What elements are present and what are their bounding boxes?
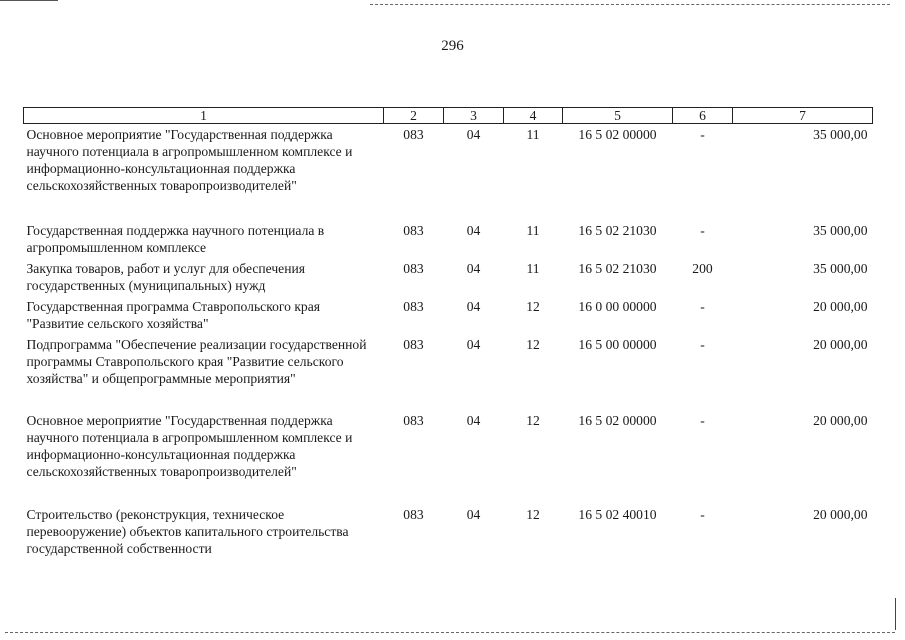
row-rz: 04: [466, 337, 481, 352]
row-name: Государственная поддержка научного потенциала в агропромышленном комплексе: [26, 223, 325, 255]
table-header-row: [24, 108, 873, 124]
row-pr: 11: [526, 223, 540, 238]
row-rz: 04: [466, 299, 481, 314]
table-row: [24, 298, 873, 336]
table-row: [24, 260, 873, 298]
row-rz: 04: [466, 223, 481, 238]
scan-edge-right-mark: [895, 598, 896, 630]
row-name: Основное мероприятие "Государственная поддержка научного потенциала в агропромышленном комплексе и информационно-консультационная поддержка сельскохозяйственных товаропроизводителей": [26, 413, 353, 479]
row-ved: 083: [403, 223, 424, 238]
row-name: Строительство (реконструкция, техническое перевооружение) объектов капитального строительства государственной собственности: [26, 507, 349, 556]
row-pr: 11: [526, 261, 540, 276]
row-ved: 083: [403, 261, 424, 276]
row-ved: 083: [403, 413, 424, 428]
row-sum: 35 000,00: [813, 127, 868, 142]
row-csr: 16 5 02 40010: [578, 507, 657, 522]
scan-edge-top-left: [0, 0, 58, 1]
row-ved: 083: [403, 299, 424, 314]
row-name: Закупка товаров, работ и услуг для обеспечения государственных (муниципальных) нужд: [26, 261, 305, 293]
row-sum: 20 000,00: [813, 337, 868, 352]
row-vr: -: [700, 299, 705, 314]
header-col-6: 6: [673, 108, 733, 124]
header-col-4: 4: [504, 108, 563, 124]
row-vr: 200: [692, 261, 713, 276]
row-csr: 16 5 02 21030: [578, 223, 657, 238]
row-csr: 16 0 00 00000: [578, 299, 657, 314]
header-col-7: 7: [733, 108, 873, 124]
header-col-2: 2: [384, 108, 444, 124]
scan-edge-bottom: [5, 632, 895, 633]
row-name: Подпрограмма "Обеспечение реализации государственной программы Ставропольского края "Развитие сельского хозяйства" и общепрограммные мероприятия": [26, 337, 367, 386]
row-pr: 12: [526, 507, 540, 522]
row-sum: 35 000,00: [813, 261, 868, 276]
table-row: [24, 336, 873, 412]
row-ved: 083: [403, 507, 424, 522]
row-ved: 083: [403, 127, 424, 142]
row-vr: -: [700, 127, 705, 142]
row-csr: 16 5 00 00000: [578, 337, 657, 352]
row-name: Основное мероприятие "Государственная поддержка научного потенциала в агропромышленном комплексе и информационно-консультационная поддержка сельскохозяйственных товаропроизводителей": [26, 127, 353, 193]
row-pr: 12: [526, 299, 540, 314]
row-name: Государственная программа Ставропольского края "Развитие сельского хозяйства": [26, 299, 321, 331]
table-row: [24, 506, 873, 558]
row-csr: 16 5 02 21030: [578, 261, 657, 276]
row-vr: -: [700, 223, 705, 238]
row-ved: 083: [403, 337, 424, 352]
row-rz: 04: [466, 127, 481, 142]
row-rz: 04: [466, 261, 481, 276]
scan-edge-top: [370, 4, 890, 5]
row-csr: 16 5 02 00000: [578, 413, 657, 428]
row-csr: 16 5 02 00000: [578, 127, 657, 142]
row-vr: -: [700, 413, 705, 428]
row-rz: 04: [466, 413, 481, 428]
row-pr: 12: [526, 413, 540, 428]
header-col-5: 5: [563, 108, 673, 124]
table-row: [24, 412, 873, 506]
row-pr: 11: [526, 127, 540, 142]
table-row: [24, 220, 873, 260]
header-col-3: 3: [444, 108, 504, 124]
row-sum: 20 000,00: [813, 507, 868, 522]
page-number: 296: [441, 38, 464, 54]
row-rz: 04: [466, 507, 481, 522]
header-col-1: 1: [24, 108, 384, 124]
budget-table: [23, 107, 873, 558]
row-sum: 20 000,00: [813, 413, 868, 428]
row-pr: 12: [526, 337, 540, 352]
row-sum: 20 000,00: [813, 299, 868, 314]
row-vr: -: [700, 337, 705, 352]
row-vr: -: [700, 507, 705, 522]
table-row: [24, 124, 873, 221]
row-sum: 35 000,00: [813, 223, 868, 238]
